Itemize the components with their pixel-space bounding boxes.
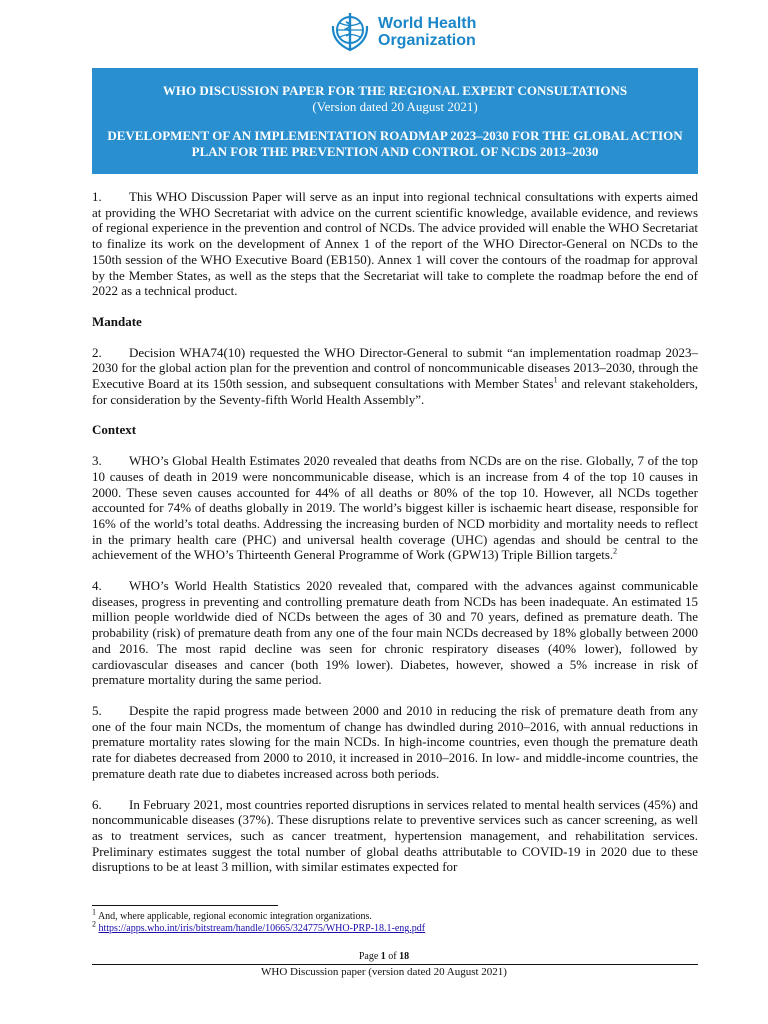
- org-name: [378, 15, 476, 49]
- paragraph-number: 3.: [92, 453, 102, 469]
- document-version: (Version dated 20 August 2021): [312, 99, 478, 114]
- paragraph-number: 4.: [92, 578, 102, 594]
- paragraph-text: Decision WHA74(10) requested the WHO Director-General to submit “an implementation roadmap 2023–2030 for the global action plan for the prevention and control of noncommunicable diseases 2013–2030, through the Executive Board at its 150th session, and subsequent consultations with Member States: [92, 344, 698, 392]
- who-logo: [328, 10, 476, 54]
- paragraph-text: In February 2021, most countries reported disruptions in services related to mental health services (45%) and noncommunicable diseases (37%). These disruptions relate to preventive services such as cancer screening, as well as to treatment services, such as cancer treatment, hypertension management, and rehabilitation services. Preliminary estimates suggest the total number of global deaths attributable to COVID-19 in 2020 due to these disruptions to be at least 3 million, with similar estimates expected for: [92, 796, 698, 875]
- paragraph-3: [92, 453, 698, 563]
- paragraph-text: WHO’s Global Health Estimates 2020 revealed that deaths from NCDs are on the rise. Globally, 7 of the top 10 causes of death in 2019 were noncommunicable disease, which is an increase from 4 of the top 10 causes in 2000. These seven causes accounted for 44% of all deaths or 80% of the top 10. However, all NCDs together accounted for 74% of deaths globally in 2019. The world’s biggest killer is ischaemic heart disease, responsible for 16% of the world’s total deaths. Addressing the increasing burden of NCD morbidity and mortality needs to reflect in the primary health care (PHC) and universal health coverage (UHC) agendas and should be central to the achievement of the WHO’s Thirteenth General Programme of Work (GPW13) Triple Billion targets.: [92, 453, 698, 563]
- footnote-ref-1[interactable]: 1: [553, 375, 558, 385]
- paragraph-1: [92, 189, 698, 299]
- paragraph-number: 1.: [92, 189, 102, 204]
- org-name-line2: Organization: [378, 32, 476, 49]
- footnote-divider: [92, 905, 278, 906]
- document-body: [92, 189, 698, 890]
- paragraph-number: 5.: [92, 702, 102, 718]
- paragraph-2: [92, 345, 698, 408]
- footnote-text: And, where applicable, regional economic integration organizations.: [96, 911, 372, 922]
- footnote-2: [92, 919, 426, 935]
- section-heading-context: Context: [92, 422, 137, 438]
- footnote-number: 1: [92, 907, 96, 917]
- section-heading-mandate: Mandate: [92, 313, 142, 329]
- page-current: 1: [380, 951, 386, 962]
- page-total: 18: [399, 951, 410, 962]
- paragraph-text: Despite the rapid progress made between 2000 and 2010 in reducing the risk of premature death from any one of the four main NCDs, the momentum of change has dwindled during 2010–2016, with annual reductions in premature mortality rates slowing for the main NCDs. In high-income countries, even though the premature death rate for diabetes decreased from 2000 to 2010, it increased in 2010–2016. In low- and middle-income countries, the premature death rate due to diabetes increased across both periods.: [92, 702, 698, 781]
- title-banner: [92, 68, 698, 174]
- document-title: WHO DISCUSSION PAPER FOR THE REGIONAL EXPERT CONSULTATIONS: [162, 83, 628, 98]
- paragraph-text: WHO’s World Health Statistics 2020 revealed that, compared with the advances against communicable diseases, progress in preventing and controlling premature death from NCDs has been inadequate. An estimated 15 million people worldwide died of NCDs between the ages of 30 and 70 years, defined as premature death. The probability (risk) of premature death from any one of the four main NCDs decreased by 18% globally between 2000 and 2016. The most rapid decline was seen for chronic respiratory diseases (40% lower), followed by cardiovascular diseases and cancer (both 19% lower). Diabetes, however, showed a 5% increase in risk of premature mortality during the same period.: [92, 578, 698, 688]
- page-of: of: [385, 951, 400, 962]
- document-subtitle: DEVELOPMENT OF AN IMPLEMENTATION ROADMAP 2023–2030 FOR THE GLOBAL ACTION PLAN FOR THE PREVENTION AND CONTROL OF NCDS 2013–2030: [107, 128, 683, 159]
- paragraph-text-end: and relevant stakeholders, for consideration by the Seventy-fifth World Health Assembly”.: [92, 376, 698, 407]
- paragraph-number: 2.: [92, 344, 102, 360]
- footer-divider: [92, 964, 698, 965]
- paragraph-5: [92, 703, 698, 782]
- paragraph-text: This WHO Discussion Paper will serve as an input into regional technical consultations with experts aimed at providing the WHO Secretariat with advice on the current scientific knowledge, available evidence, and reviews of regional experience in the prevention and control of NCDs. The advice provided will enable the WHO Secretariat to finalize its work on the development of Annex 1 of the report of the WHO Director-General on NCDs to the 150th session of the WHO Executive Board (EB150). Annex 1 will cover the contours of the roadmap for approval by the Member States, as well as the steps that the Secretariat will take to complete the roadmap before the end of 2022 as a technical product.: [92, 189, 698, 299]
- who-emblem-icon: [328, 10, 372, 54]
- footnote-1: [92, 907, 425, 923]
- footnote-number: 2: [92, 919, 96, 929]
- paragraph-6: [92, 797, 698, 876]
- page-footer: WHO Discussion paper (version dated 20 August 2021): [261, 966, 507, 978]
- page-label: Page: [358, 951, 381, 962]
- footnotes: [92, 907, 426, 935]
- paragraph-number: 6.: [92, 796, 102, 812]
- page-number: [0, 951, 768, 962]
- footnote-ref-2[interactable]: 2: [613, 547, 618, 557]
- org-name-line1: World Health: [378, 15, 477, 32]
- paragraph-4: [92, 578, 698, 688]
- footnote-link[interactable]: https://apps.who.int/iris/bitstream/handle/10665/324775/WHO-PRP-18.1-eng.pdf: [98, 923, 426, 934]
